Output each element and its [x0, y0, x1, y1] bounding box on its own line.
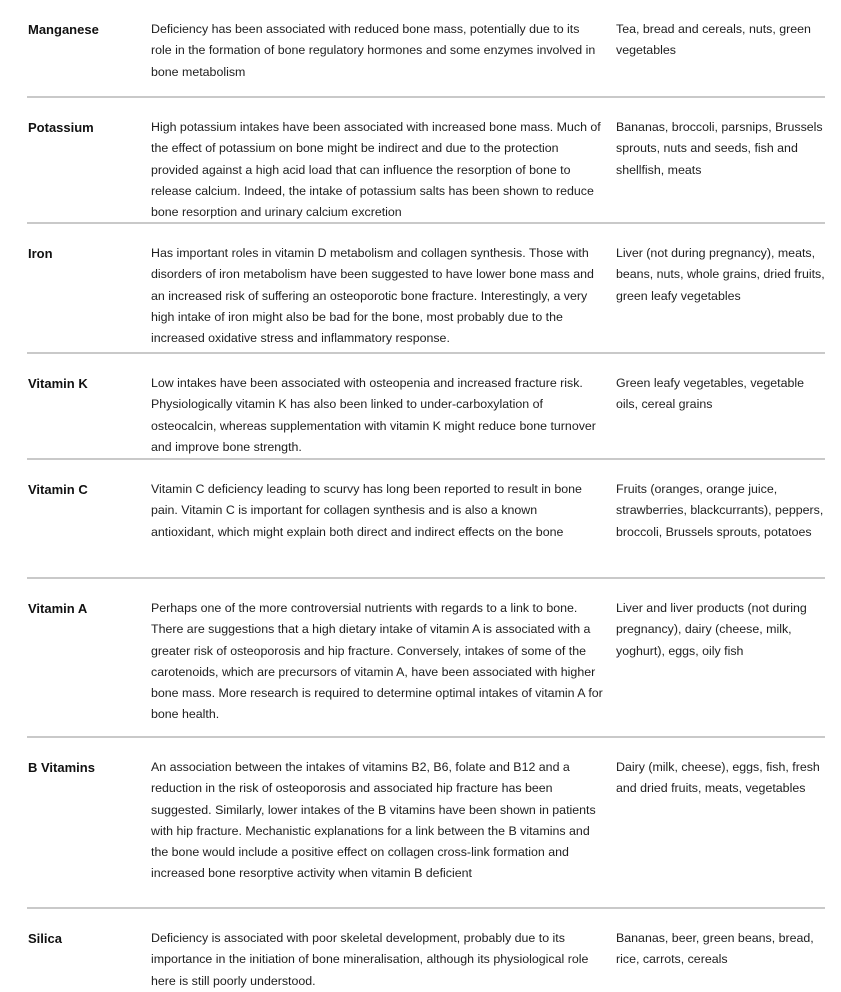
nutrient-sources: Liver (not during pregnancy), meats, beans, nuts, whole grains, dried fruits, green leafy vegetables — [616, 246, 825, 303]
nutrient-name: Manganese — [28, 22, 99, 37]
nutrient-name: Iron — [28, 246, 53, 261]
nutrient-role: Has important roles in vitamin D metabolism and collagen synthesis. Those with disorders of iron metabolism have been suggested to have lower bone mass and an increased risk of suffering an osteoporotic bone fracture. Interestingly, a very high intake of iron might also be bad for the bone, most probably due to the increased oxidative stress and inflammatory response. — [151, 246, 594, 346]
table-row — [27, 738, 825, 909]
table-row — [27, 224, 825, 354]
nutrient-sources: Liver and liver products (not during pregnancy), dairy (cheese, milk, yoghurt), eggs, oily fish — [616, 601, 807, 658]
nutrient-name: Vitamin K — [28, 376, 88, 391]
nutrient-sources: Tea, bread and cereals, nuts, green vegetables — [616, 22, 811, 58]
nutrient-role: Deficiency has been associated with reduced bone mass, potentially due to its role in the formation of bone regulatory hormones and some enzymes involved in bone metabolism — [151, 22, 596, 79]
nutrient-sources: Fruits (oranges, orange juice, strawberries, blackcurrants), peppers, broccoli, Brussels sprouts, potatoes — [616, 482, 824, 539]
nutrient-name: Vitamin A — [28, 601, 88, 616]
table-row — [27, 460, 825, 579]
nutrient-sources: Green leafy vegetables, vegetable oils, cereal grains — [616, 376, 805, 412]
nutrient-role: Deficiency is associated with poor skeletal development, probably due to its importance in the initiation of bone mineralisation, although its physiological role here is still poorly understood. — [151, 931, 589, 988]
nutrient-name: Potassium — [28, 120, 94, 135]
nutrient-sources: Bananas, beer, green beans, bread, rice, carrots, cereals — [616, 931, 814, 967]
table-row — [27, 98, 825, 224]
nutrient-sources: Bananas, broccoli, parsnips, Brussels sprouts, nuts and seeds, fish and shellfish, meats — [616, 120, 823, 177]
nutrient-role: High potassium intakes have been associated with increased bone mass. Much of the effect of potassium on bone might be indirect and due to the protection provided against a high acid load that can influence the resorption of bone to release calcium. Indeed, the intake of potassium salts has been shown to reduce bone resorption and urinary calcium excretion — [151, 120, 601, 220]
nutrient-name: B Vitamins — [28, 760, 95, 775]
table-row — [27, 0, 825, 98]
nutrient-role: Vitamin C deficiency leading to scurvy has long been reported to result in bone pain. Vitamin C is important for collagen synthesis and is also a known antioxidant, which might explain both direct and indirect effects on the bone — [151, 482, 582, 539]
nutrient-role: An association between the intakes of vitamins B2, B6, folate and B12 and a reduction in the risk of osteoporosis and associated hip fracture has been suggested. Similarly, lower intakes of the B vitamins have been shown in patients with hip fracture. Mechanistic explanations for a link between the B vitamins and the bone would include a positive effect on collagen cross-link formation and increased bone resorptive activity when vitamin B deficient — [151, 760, 596, 881]
table-row — [27, 579, 825, 738]
nutrient-role: Perhaps one of the more controversial nutrients with regards to a link to bone. There are suggestions that a high dietary intake of vitamin A is associated with a greater risk of osteoporosis and hip fracture. Conversely, intakes of some of the carotenoids, which are precursors of vitamin A, have been associated with higher bone mass. More research is required to determine optimal intakes of vitamin A for bone health. — [151, 601, 603, 722]
nutrient-name: Silica — [28, 931, 62, 946]
nutrient-role: Low intakes have been associated with osteopenia and increased fracture risk. Physiologically vitamin K has also been linked to under-carboxylation of osteocalcin, whereas supplementation with vitamin K might reduce bone turnover and improve bone strength. — [151, 376, 596, 454]
nutrient-sources: Dairy (milk, cheese), eggs, fish, fresh and dried fruits, meats, vegetables — [616, 760, 820, 796]
table-row — [27, 354, 825, 460]
table-row — [27, 909, 825, 988]
nutrient-name: Vitamin C — [28, 482, 88, 497]
